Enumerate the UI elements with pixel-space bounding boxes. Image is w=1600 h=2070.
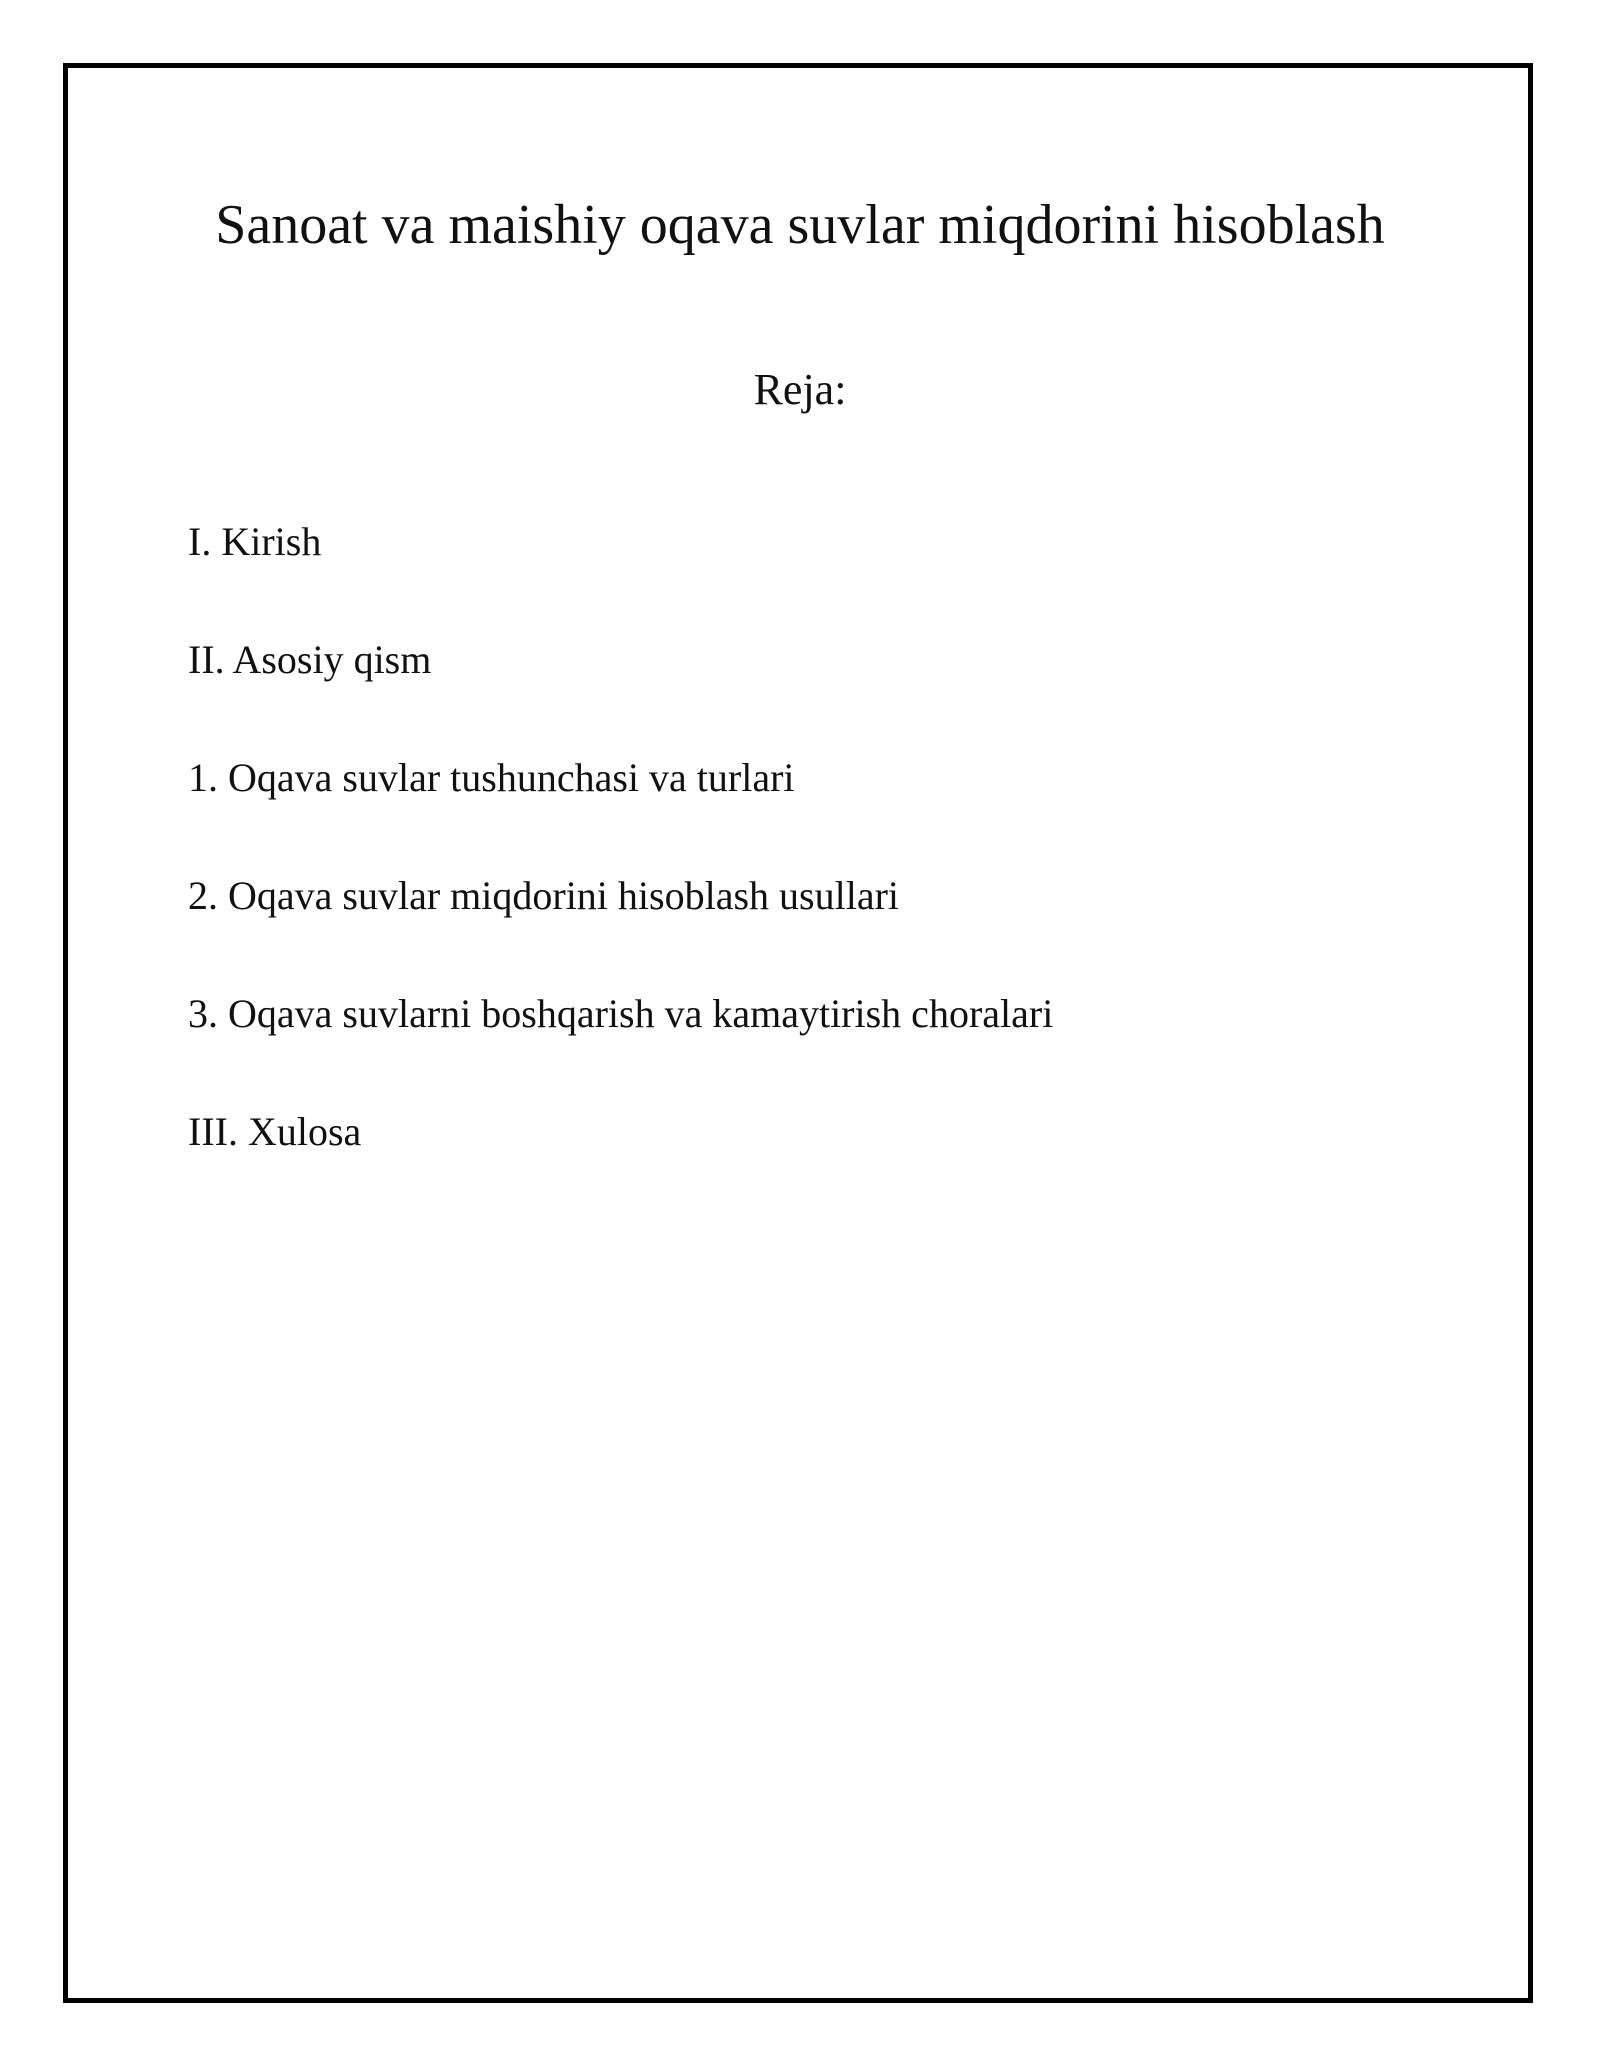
document-title: Sanoat va maishiy oqava suvlar miqdorini hisoblash (215, 194, 1385, 256)
plan-item-main-part: II. Asosiy qism (188, 637, 432, 682)
plan-item-concept-and-types: 1. Oqava suvlar tushunchasi va turlari (188, 755, 795, 800)
plan-item-conclusion: III. Xulosa (188, 1109, 362, 1154)
plan-list (188, 516, 1053, 1224)
plan-item-calculation-methods: 2. Oqava suvlar miqdorini hisoblash usullari (188, 873, 900, 918)
plan-item-management-measures: 3. Oqava suvlarni boshqarish va kamaytirish choralari (188, 991, 1054, 1036)
plan-heading: Reja: (753, 365, 847, 414)
plan-item-introduction: I. Kirish (188, 519, 322, 564)
